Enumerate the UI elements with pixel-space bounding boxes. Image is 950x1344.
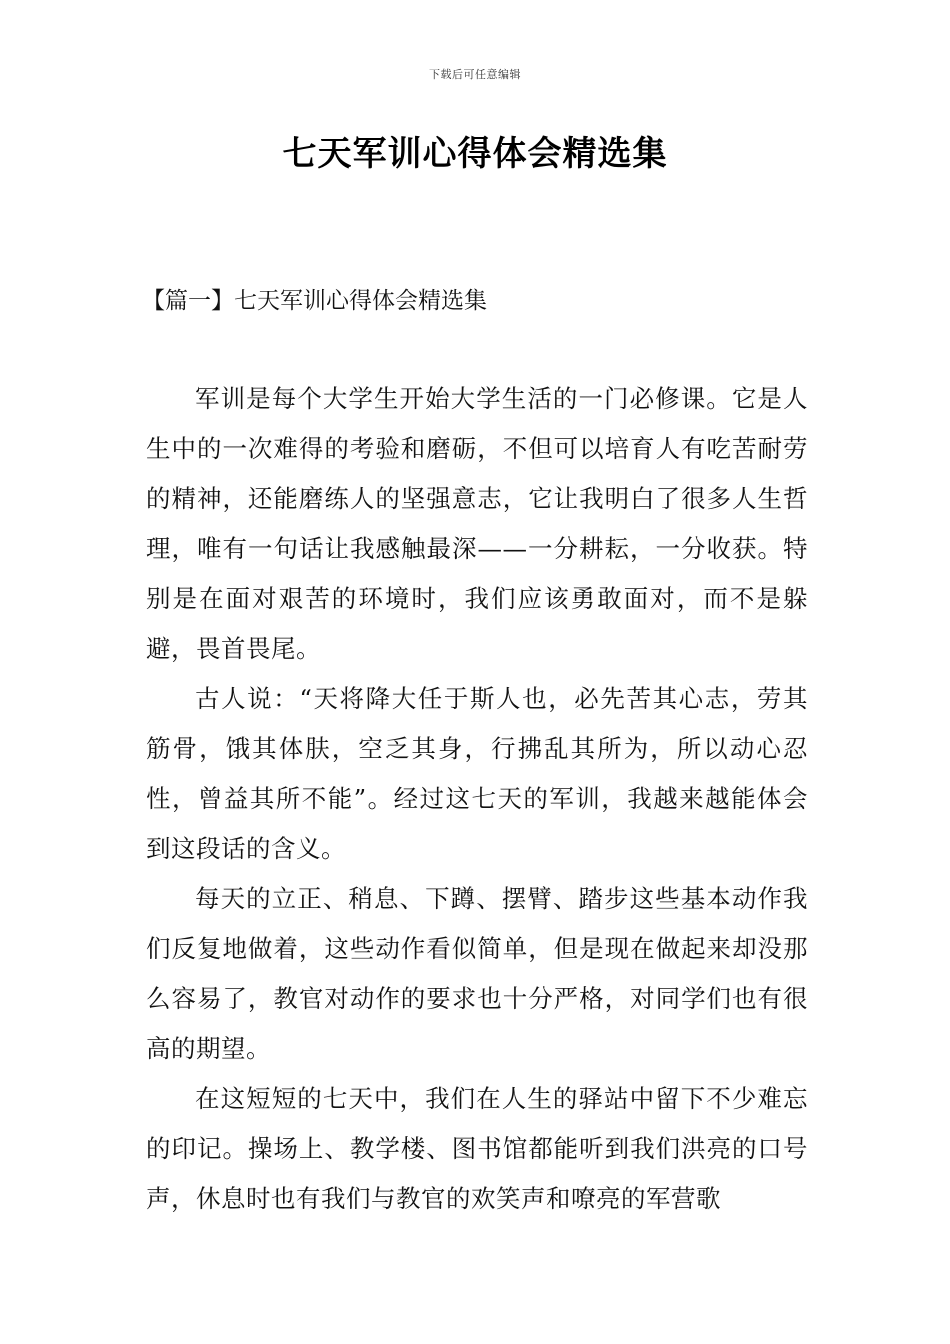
section-heading: 【篇一】七天军训心得体会精选集 <box>142 288 487 314</box>
paragraph-3: 每天的立正、稍息、下蹲、摆臂、踏步这些基本动作我们反复地做着，这些动作看似简单，但是现在做起来却没那么容易了，教官对动作的要求也十分严格，对同学们也有很高的期望。 <box>146 884 808 1063</box>
paragraph-2: 古人说：“天将降大任于斯人也，必先苦其心志，劳其筋骨，饿其体肤，空乏其身，行拂乱其所为，所以动心忍性，曾益其所不能”。经过这七天的军训，我越来越能体会到这段话的含义。 <box>146 684 808 863</box>
header-note: 下载后可任意编辑 <box>429 68 521 81</box>
paragraph-1: 军训是每个大学生开始大学生活的一门必修课。它是人生中的一次难得的考验和磨砺，不但可以培育人有吃苦耐劳的精神，还能磨练人的坚强意志，它让我明白了很多人生哲理，唯有一句话让我感触最深——一分耕耘，一分收获。特别是在面对艰苦的环境时，我们应该勇敢面对，而不是躲避，畏首畏尾。 <box>146 384 808 663</box>
document-body <box>146 374 808 1224</box>
paragraph-4: 在这短短的七天中，我们在人生的驿站中留下不少难忘的印记。操场上、教学楼、图书馆都能听到我们洪亮的口号声，休息时也有我们与教官的欢笑声和嘹亮的军营歌 <box>146 1084 808 1213</box>
document-title: 七天军训心得体会精选集 <box>282 134 668 174</box>
